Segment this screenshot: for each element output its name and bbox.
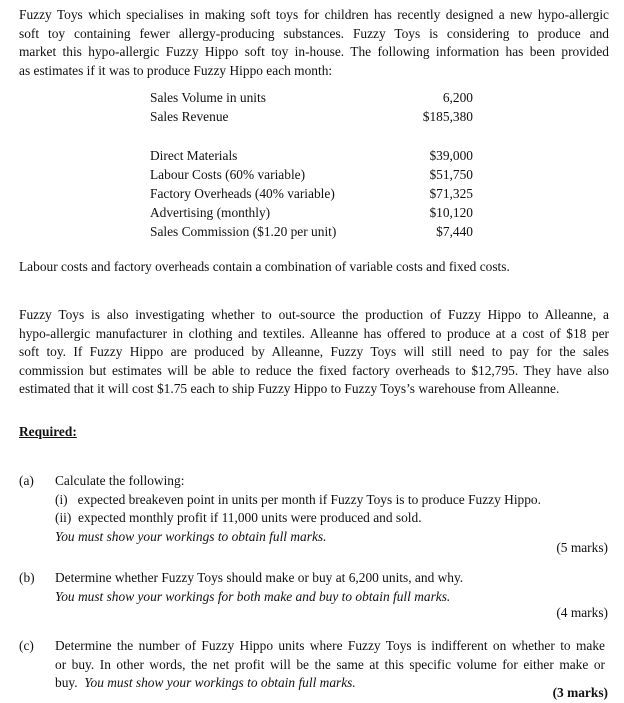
question-b-marks: (4 marks)	[556, 605, 608, 620]
direct-materials-value: $39,000	[429, 148, 473, 163]
question-a-note: You must show your workings to obtain full marks.	[55, 528, 327, 544]
question-a-marks: (5 marks)	[556, 540, 608, 555]
sales-revenue-label: Sales Revenue	[150, 109, 229, 124]
question-a-part-ii: (ii) expected monthly profit if 11,000 units were produced and sold.	[55, 510, 422, 526]
outsource-line: soft toy. If Fuzzy Hippo are produced by Alleanne, Fuzzy Toys will still need to pay for the sales	[19, 344, 609, 360]
question-a-label: (a)	[19, 473, 34, 488]
outsource-line: estimated that it will cost $1.75 each to ship Fuzzy Hippo to Fuzzy Toys’s warehouse from Alleanne.	[19, 381, 560, 397]
question-b-body	[55, 569, 605, 606]
question-a-part-i: (i) expected breakeven point in units per month if Fuzzy Toys is to produce Fuzzy Hippo.	[55, 491, 541, 507]
question-c-note: You must show your workings to obtain full marks.	[84, 675, 356, 691]
question-b-line1: Determine whether Fuzzy Toys should make or buy at 6,200 units, and why.	[55, 570, 464, 585]
question-a-body	[55, 472, 605, 546]
outsource-line: Fuzzy Toys is also investigating whether to out-source the production of Fuzzy Hippo to Alleanne, a	[19, 307, 609, 322]
outsource-paragraph	[19, 306, 609, 399]
intro-paragraph	[19, 6, 609, 80]
cost-note: Labour costs and factory overheads contain a combination of variable costs and fixed costs.	[19, 259, 510, 274]
intro-line: as estimates if it was to produce Fuzzy Hippo each month:	[19, 62, 333, 78]
question-b-label: (b)	[19, 570, 35, 585]
question-c-marks: (3 marks)	[552, 685, 608, 700]
question-a-line1: Calculate the following:	[55, 473, 185, 488]
question-c-line2: or buy. In other words, the net profit will be the same at this specific volume for either make or	[55, 656, 605, 672]
sales-revenue-value: $185,380	[422, 109, 473, 124]
question-c-label: (c)	[19, 638, 34, 653]
sales-volume-value: 6,200	[442, 90, 473, 105]
sales-volume-label: Sales Volume in units	[150, 90, 266, 105]
question-c-body	[55, 637, 605, 693]
intro-line: Fuzzy Toys which specialises in making soft toys for children has recently designed a new hypo-allergic	[19, 7, 609, 22]
advertising-label: Advertising (monthly)	[150, 205, 271, 220]
factory-overheads-value: $71,325	[429, 186, 473, 201]
outsource-line: hypo-allergic manufacturer in clothing and textiles. Alleanne has offered to produce at a cost of $18 per	[19, 325, 609, 341]
labour-costs-value: $51,750	[429, 167, 473, 182]
intro-line: soft toy containing fewer allergy-producing substances. Fuzzy Toys is considering to produce and	[19, 25, 609, 41]
question-c-line3: buy.	[55, 675, 78, 691]
sales-commission-value: $7,440	[436, 224, 473, 239]
sales-commission-label: Sales Commission ($1.20 per unit)	[150, 224, 337, 239]
direct-materials-label: Direct Materials	[150, 148, 238, 163]
advertising-value: $10,120	[429, 205, 473, 220]
factory-overheads-label: Factory Overheads (40% variable)	[150, 186, 335, 201]
question-b-note: You must show your workings for both make and buy to obtain full marks.	[55, 588, 451, 604]
labour-costs-label: Labour Costs (60% variable)	[150, 167, 306, 182]
intro-line: market this hypo-allergic Fuzzy Hippo soft toy in-house. The following information has been provided	[19, 44, 609, 60]
required-heading: Required:	[19, 424, 77, 439]
question-c-line1: Determine the number of Fuzzy Hippo units where Fuzzy Toys is indifferent on whether to make	[55, 638, 605, 653]
outsource-line: commission but estimates will be able to reduce the fixed factory overheads to $12,795. They have also	[19, 362, 609, 378]
